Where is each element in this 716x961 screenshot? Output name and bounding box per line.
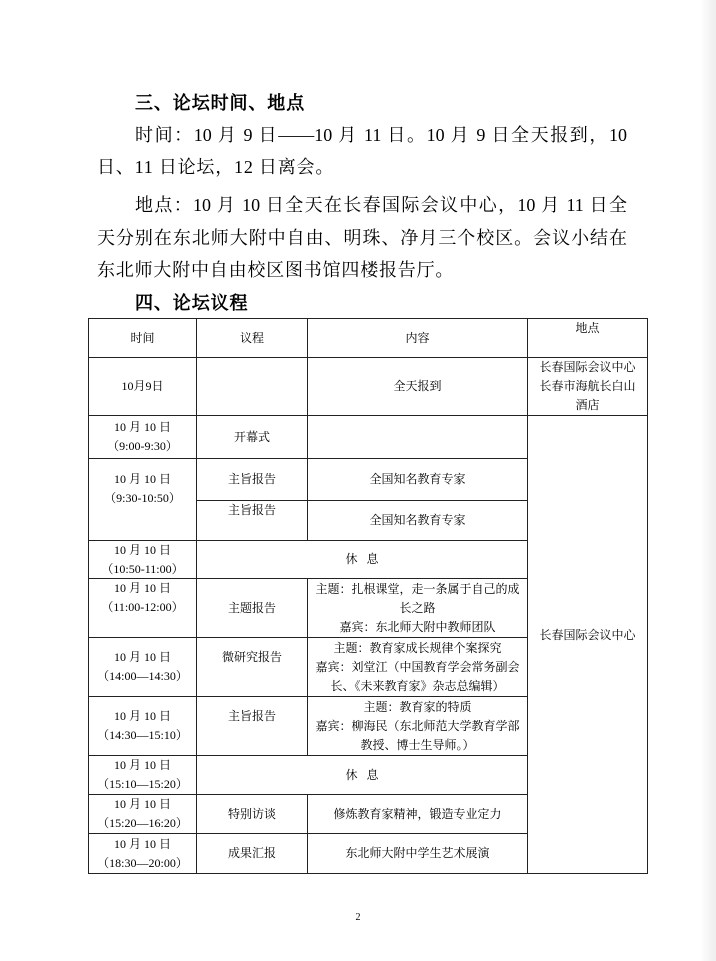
break-cell: 休 息 (197, 756, 528, 795)
item-cell: 开幕式 (197, 416, 308, 459)
content-cell: 修炼教育家精神，锻造专业定力 (308, 795, 528, 834)
venue-line: 长春市海航长白山 (539, 379, 636, 393)
break-cell: 休 息 (197, 541, 528, 579)
time-paragraph-line: 日、11 日论坛，12 日离会。 (97, 157, 335, 177)
time-cell (89, 697, 197, 756)
item-cell-empty (197, 358, 308, 416)
place-paragraph-line: 地点：10 月 10 日全天在长春国际会议中心，10 月 11 日全 (135, 195, 627, 215)
agenda-table (88, 318, 648, 874)
content-cell: 全国知名教育专家 (308, 459, 528, 501)
time-cell: 10月9日 (89, 358, 197, 416)
time-range: （9:00-9:30） (107, 439, 178, 453)
time-date: 10 月 10 日 (113, 797, 171, 811)
time-date: 10 月 10 日 (113, 709, 171, 723)
time-range: （9:30-10:50） (104, 491, 181, 505)
time-cell (89, 795, 197, 834)
time-paragraph (97, 123, 627, 179)
content-cell: 全国知名教育专家 (308, 501, 528, 541)
content-cell: 全天报到 (308, 358, 528, 416)
content-line: 主题：教育家的特质 (363, 699, 472, 714)
content-line: 嘉宾：刘堂江（中国教育学会常务副会 (315, 659, 520, 674)
page-number: 2 (355, 912, 361, 923)
shared-venue-cell: 长春国际会议中心 (528, 416, 648, 874)
time-cell (89, 541, 197, 579)
item-cell: 微研究报告 (197, 638, 308, 697)
time-date: 10 月 10 日 (113, 650, 171, 664)
item-cell: 主题报告 (197, 579, 308, 638)
header-cell-time: 时间 (89, 319, 197, 358)
time-date: 10 月 10 日 (113, 542, 171, 557)
content-line: 主题：扎根课堂，走一条属于自己的成 (315, 581, 520, 596)
time-range: （11:00-12:00） (101, 600, 184, 614)
content-cell (308, 638, 528, 697)
time-cell (89, 638, 197, 697)
place-paragraph-line: 东北师大附中自由校区图书馆四楼报告厅。 (97, 260, 455, 280)
header-cell-item: 议程 (197, 319, 308, 358)
content-cell-empty (308, 416, 528, 459)
header-cell-content: 内容 (308, 319, 528, 358)
item-cell: 主旨报告 (197, 501, 308, 541)
time-date: 10 月 10 日 (113, 420, 171, 434)
content-cell: 东北师大附中学生艺术展演 (308, 834, 528, 874)
time-cell (89, 579, 197, 638)
content-line: 长之路 (399, 600, 436, 615)
page-edge-shadow (700, 0, 716, 961)
time-range: （10:50-11:00） (101, 561, 184, 576)
venue-cell (528, 358, 648, 416)
time-cell (89, 416, 197, 459)
time-range: （15:20—16:20） (97, 816, 188, 830)
place-paragraph (97, 193, 627, 282)
section-three-heading: 三、论坛时间、地点 (135, 93, 306, 113)
venue-line: 长春国际会议中心 (539, 360, 636, 374)
item-cell: 主旨报告 (197, 459, 308, 501)
item-cell: 成果汇报 (197, 834, 308, 874)
time-date: 10 月 10 日 (113, 472, 171, 486)
content-line: 长、《未来教育家》杂志总编辑） (330, 678, 505, 693)
content-line: 主题：教育家成长规律个案探究 (333, 640, 502, 655)
item-cell: 特别访谈 (197, 795, 308, 834)
content-cell (308, 697, 528, 756)
time-date: 10 月 10 日 (113, 758, 171, 772)
time-cell (89, 834, 197, 874)
item-cell: 主旨报告 (197, 697, 308, 756)
time-cell (89, 756, 197, 795)
place-paragraph-line: 天分别在东北师大附中自由、明珠、净月三个校区。会议小结在 (97, 228, 627, 248)
time-paragraph-line: 时间：10 月 9 日——10 月 11 日。10 月 9 日全天报到，10 (135, 125, 627, 145)
section-four-heading: 四、论坛议程 (135, 293, 249, 313)
header-cell-venue: 地点 (528, 319, 648, 358)
content-line: 嘉宾：柳海民（东北师范大学教育学部 (315, 718, 520, 733)
venue-line: 酒店 (575, 398, 600, 412)
time-range: （15:10—15:20） (97, 777, 188, 791)
time-cell (89, 459, 197, 541)
content-cell (308, 579, 528, 638)
time-date: 10 月 10 日 (113, 836, 171, 851)
time-range: （18:30—20:00） (97, 855, 188, 870)
content-line: 嘉宾：东北师大附中教师团队 (339, 619, 496, 634)
content-line: 教授、博士生导师。） (360, 737, 475, 752)
time-date: 10 月 10 日 (113, 581, 171, 595)
time-range: （14:30—15:10） (97, 728, 188, 742)
time-range: （14:00—14:30） (97, 669, 188, 683)
